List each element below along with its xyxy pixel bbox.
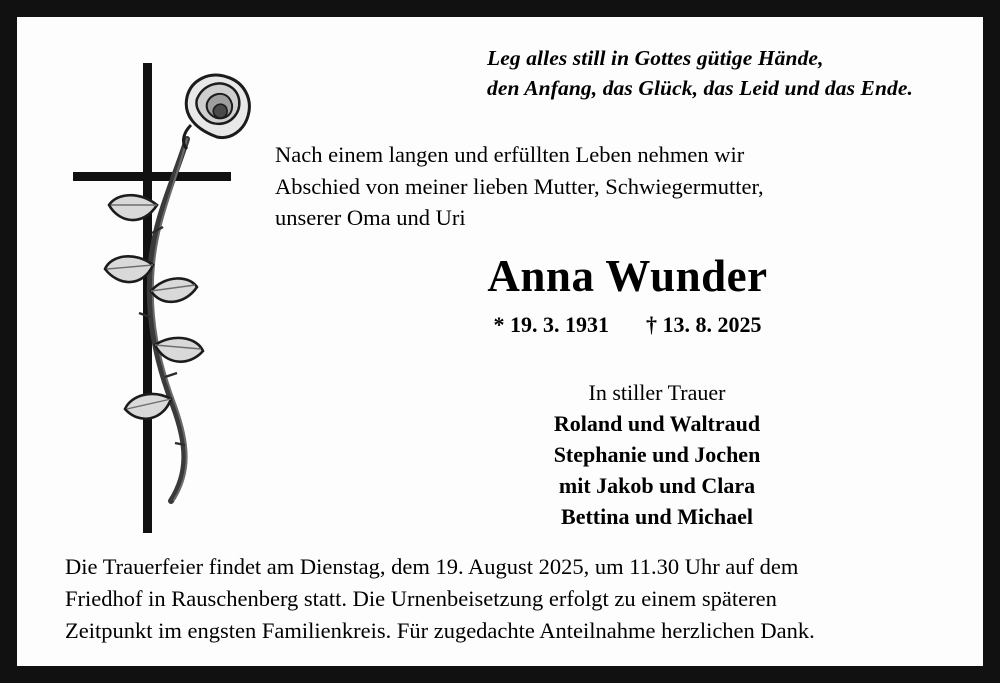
death-date: 13. 8. 2025 <box>662 312 762 337</box>
deceased-name: Anna Wunder <box>487 251 768 301</box>
mourner-line: Roland und Waltraud <box>553 411 761 436</box>
verse-block <box>487 43 987 103</box>
intro-block <box>275 139 975 234</box>
funeral-details-line-2: Friedhof in Rauschenberg statt. Die Urnenbeisetzung erfolgt zu einem späteren <box>65 586 777 611</box>
intro-line-1: Nach einem langen und erfüllten Leben nehmen wir <box>275 142 745 167</box>
funeral-details-line-3: Zeitpunkt im engsten Familienkreis. Für zugedachte Anteilnahme herzlichen Dank. <box>65 618 815 643</box>
birth-symbol: * <box>493 312 505 337</box>
death-symbol: † <box>646 312 657 337</box>
verse-line-2: den Anfang, das Glück, das Leid und das Ende. <box>487 76 913 100</box>
intro-line-3: unserer Oma und Uri <box>275 205 466 230</box>
mourner-line: Stephanie und Jochen <box>553 442 761 467</box>
birth-date: 19. 3. 1931 <box>510 312 609 337</box>
intro-line-2: Abschied von meiner lieben Mutter, Schwiegermutter, <box>275 173 764 199</box>
obituary-inner-frame <box>14 14 986 669</box>
funeral-details-line-1: Die Trauerfeier findet am Dienstag, dem 19. August 2025, um 11.30 Uhr auf dem <box>65 554 799 579</box>
mourner-line: mit Jakob und Clara <box>558 473 756 498</box>
life-dates <box>275 312 980 338</box>
mourning-lead: In stiller Trauer <box>588 380 726 405</box>
cross-with-rose-icon <box>39 33 254 533</box>
funeral-details <box>65 551 970 647</box>
verse-line-1: Leg alles still in Gottes gütige Hände, <box>487 46 824 70</box>
mourners-block <box>417 377 897 532</box>
mourner-line: Bettina und Michael <box>561 504 753 529</box>
